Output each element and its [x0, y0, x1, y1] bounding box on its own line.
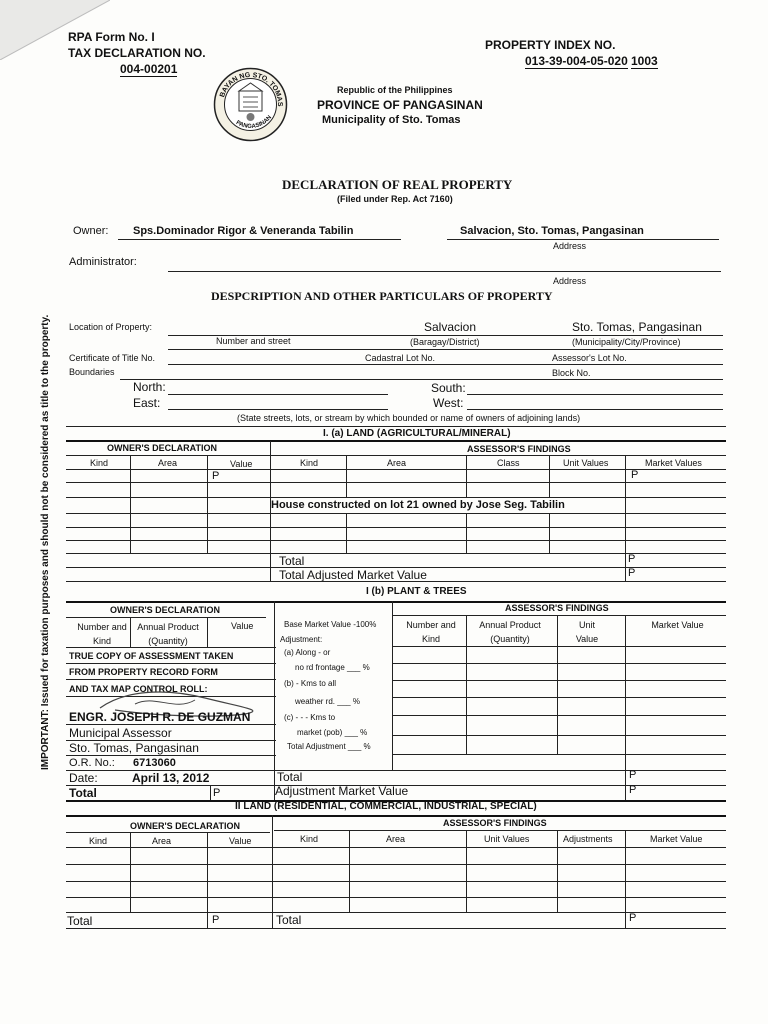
plants-col-unit: Unit Value — [575, 620, 599, 644]
col-divider — [466, 513, 467, 553]
rule — [392, 754, 726, 755]
important-side-note: IMPORTANT: Issued for taxation purposes and should not be considered as title to the property. — [40, 314, 51, 770]
west-underline — [467, 409, 723, 410]
date-value: April 13, 2012 — [132, 771, 210, 785]
description-title: DESPCRIPTION AND OTHER PARTICULARS OF PROPERTY — [211, 289, 553, 303]
col-assessor-unit: Unit Values — [563, 458, 609, 468]
rule — [274, 830, 726, 831]
adj-total: Total Adjustment ___ % — [287, 742, 371, 751]
adj-c: (c) - - - Kms to — [284, 713, 336, 722]
col-divider — [346, 455, 347, 497]
adj-b: (b) - Kms to all — [284, 679, 337, 688]
province-line: PROVINCE OF PANGASINAN — [317, 98, 483, 112]
rule — [392, 715, 726, 716]
rule — [392, 697, 726, 698]
land-agri-assessors: ASSESSOR'S FINDINGS — [467, 444, 571, 454]
adj-c2: market (pob) ___ % — [297, 728, 368, 737]
rule — [392, 680, 726, 681]
rule — [66, 724, 276, 725]
municipal-seal — [213, 67, 288, 142]
south-underline — [467, 394, 723, 395]
res-col-assessor-area: Area — [386, 834, 406, 844]
rule — [66, 513, 726, 514]
adj-a2: no rd frontage ___ % — [295, 663, 370, 672]
rule — [66, 581, 726, 582]
admin-underline — [168, 271, 721, 272]
res-col-area: Area — [152, 836, 172, 846]
title-underline — [168, 364, 723, 365]
rule — [66, 679, 276, 680]
rule — [66, 912, 726, 913]
plants-col-adjustment: Adjustment: — [280, 635, 323, 644]
res-col-market: Market Value — [650, 834, 703, 844]
north-label: North: — [133, 380, 166, 394]
plants-col-number-kind: Number and Kind — [77, 622, 127, 646]
plants-col-number-kind-2: Number and Kind — [406, 620, 456, 644]
north-underline — [168, 394, 388, 395]
land-agri-total-adjusted: Total Adjusted Market Value — [279, 568, 427, 582]
col-divider — [210, 785, 211, 800]
col-divider — [207, 455, 208, 553]
rule — [66, 469, 726, 470]
peso-sign: P — [631, 469, 639, 481]
peso-sign: P — [212, 914, 220, 926]
res-col-adjustments: Adjustments — [563, 834, 613, 844]
true-copy-line-2: FROM PROPERTY RECORD FORM — [69, 667, 218, 677]
barangay-value: Salvacion — [424, 320, 477, 334]
location-underline-2 — [168, 349, 723, 350]
plants-total: Total — [277, 770, 303, 784]
col-divider — [130, 455, 131, 553]
rule — [392, 646, 726, 647]
td-label: TAX DECLARATION NO. — [68, 46, 206, 60]
col-divider — [549, 513, 550, 553]
col-divider — [130, 617, 131, 647]
location-label: Location of Property: — [69, 322, 153, 332]
plants-adj-market: Adjustment Market Value — [275, 784, 409, 798]
plants-title: I (b) PLANT & TREES — [366, 586, 467, 597]
res-col-assessor-kind: Kind — [300, 834, 319, 844]
land-agri-owners-decl: OWNER'S DECLARATION — [107, 443, 217, 453]
peso-sign: P — [628, 553, 636, 565]
pin-suffix: 1003 — [631, 54, 658, 68]
rule — [66, 601, 726, 603]
owner-value: Sps.Dominador Rigor & Veneranda Tabilin — [133, 225, 354, 237]
col-divider — [270, 441, 271, 581]
col-divider — [625, 455, 626, 581]
peso-sign: P — [628, 567, 636, 579]
cadastral-label: Cadastral Lot No. — [365, 353, 436, 363]
col-divider — [207, 617, 208, 647]
rule — [66, 440, 726, 442]
res-assessor-total: Total — [276, 913, 302, 927]
adj-b2: weather rd. ___ % — [295, 697, 360, 706]
rule — [66, 553, 726, 554]
plants-owner-total: Total — [69, 786, 97, 800]
col-divider — [274, 601, 275, 800]
plants-owners-decl: OWNER'S DECLARATION — [110, 605, 220, 615]
col-assessor-kind: Kind — [300, 458, 319, 468]
col-divider — [272, 815, 273, 928]
rule — [66, 815, 726, 817]
pin-label: PROPERTY INDEX NO. — [485, 38, 616, 52]
col-divider — [349, 830, 350, 912]
rule — [66, 663, 276, 664]
adj-a: (a) Along - or — [284, 648, 331, 657]
boundaries-label: Boundaries — [69, 367, 115, 377]
rule — [66, 540, 726, 541]
peso-sign: P — [629, 769, 637, 781]
col-divider — [466, 455, 467, 497]
col-kind: Kind — [90, 458, 109, 468]
seal-text-top: BAYAN NG STO. TOMAS — [219, 71, 284, 107]
res-col-kind: Kind — [89, 836, 108, 846]
plants-col-base: Base Market Value -100% — [284, 620, 377, 629]
rule — [66, 617, 266, 618]
admin-address-label: Address — [553, 276, 587, 286]
seal-text-bottom: PANGASINAN — [234, 114, 274, 130]
rule — [66, 755, 276, 756]
res-col-unit: Unit Values — [484, 834, 530, 844]
plants-col-annual: Annual Product (Quantity) — [137, 622, 199, 646]
rule — [392, 663, 726, 664]
admin-label: Administrator: — [69, 256, 137, 268]
plants-col-market: Market Value — [651, 620, 704, 630]
col-area: Area — [158, 458, 178, 468]
east-label: East: — [133, 396, 161, 410]
col-assessor-market: Market Values — [645, 458, 702, 468]
east-underline — [168, 409, 388, 410]
rule — [66, 928, 726, 929]
number-street-label: Number and street — [216, 336, 291, 346]
col-value: Value — [230, 459, 253, 469]
col-divider — [466, 615, 467, 755]
col-divider — [207, 832, 208, 928]
col-assessor-area: Area — [387, 458, 407, 468]
rule — [392, 615, 726, 616]
res-col-value: Value — [229, 836, 252, 846]
col-divider — [466, 830, 467, 912]
plants-col-value: Value — [231, 621, 254, 631]
signatory-title: Municipal Assessor — [69, 726, 172, 740]
land-agri-total: Total — [279, 554, 305, 568]
block-label: Block No. — [552, 368, 591, 378]
signatory-name: ENGR. JOSEPH R. DE GUZMAN — [69, 710, 251, 724]
col-divider — [392, 601, 393, 770]
rule — [66, 482, 726, 483]
true-copy-line-1: TRUE COPY OF ASSESSMENT TAKEN — [69, 651, 234, 661]
form-number: RPA Form No. I — [68, 30, 155, 44]
rule — [66, 497, 726, 498]
rule — [66, 881, 726, 882]
republic-line: Republic of the Philippines — [337, 85, 453, 95]
or-label: O.R. No.: — [69, 757, 115, 769]
boundary-note: (State streets, lots, or stream by which bounded or name of owners of adjoining lands) — [237, 413, 581, 423]
col-divider — [625, 615, 626, 800]
col-divider — [346, 513, 347, 553]
title-no-label: Certificate of Title No. — [69, 353, 156, 363]
doc-subtitle: (Filed under Rep. Act 7160) — [337, 194, 453, 204]
col-divider — [130, 832, 131, 912]
pin-number: 013-39-004-05-020 — [525, 54, 628, 68]
rule — [66, 647, 276, 648]
peso-sign: P — [213, 787, 221, 799]
col-divider — [549, 455, 550, 497]
col-divider — [625, 830, 626, 928]
owner-address: Salvacion, Sto. Tomas, Pangasinan — [460, 225, 644, 237]
land-agri-title: I. (a) LAND (AGRICULTURAL/MINERAL) — [323, 428, 511, 439]
plants-assessors: ASSESSOR'S FINDINGS — [505, 603, 609, 613]
rule — [66, 832, 270, 833]
rule — [66, 527, 726, 528]
signatory-place: Sto. Tomas, Pangasinan — [69, 741, 199, 755]
boundaries-underline — [120, 379, 723, 380]
col-assessor-class: Class — [497, 458, 520, 468]
west-label: West: — [433, 396, 464, 410]
td-number: 004-00201 — [120, 62, 178, 76]
or-value: 6713060 — [133, 757, 176, 769]
true-copy-line-3: AND TAX MAP CONTROL ROLL: — [69, 684, 208, 694]
owner-address-label: Address — [553, 241, 587, 251]
municipality-label: (Municipality/City/Province) — [572, 337, 681, 347]
plants-col-annual-2: Annual Product (Quantity) — [479, 620, 541, 644]
barangay-label: (Baragay/District) — [410, 337, 480, 347]
res-owner-total: Total — [67, 914, 93, 928]
owner-label: Owner: — [73, 225, 109, 237]
address-underline — [447, 239, 719, 240]
land-res-assessors: ASSESSOR'S FINDINGS — [443, 818, 547, 828]
doc-title: DECLARATION OF REAL PROPERTY — [282, 177, 513, 192]
rule — [66, 455, 726, 456]
municipality-line: Municipality of Sto. Tomas — [322, 114, 461, 126]
house-note: House constructed on lot 21 owned by Jose Seg. Tabilin — [271, 499, 565, 511]
rule — [66, 864, 726, 865]
peso-sign: P — [212, 470, 220, 482]
peso-sign: P — [629, 912, 637, 924]
rule — [66, 897, 726, 898]
assessor-lot-label: Assessor's Lot No. — [552, 353, 627, 363]
col-divider — [557, 615, 558, 755]
peso-sign: P — [629, 784, 637, 796]
land-res-owners-decl: OWNER'S DECLARATION — [130, 821, 240, 831]
rule — [392, 735, 726, 736]
rule — [66, 426, 726, 427]
date-label: Date: — [69, 771, 98, 785]
land-res-title: II LAND (RESIDENTIAL, COMMERCIAL, INDUSTRIAL, SPECIAL) — [235, 801, 537, 812]
owner-underline — [118, 239, 401, 240]
municipality-value: Sto. Tomas, Pangasinan — [572, 320, 702, 334]
rule — [66, 847, 726, 848]
col-divider — [557, 830, 558, 912]
south-label: South: — [431, 381, 466, 395]
